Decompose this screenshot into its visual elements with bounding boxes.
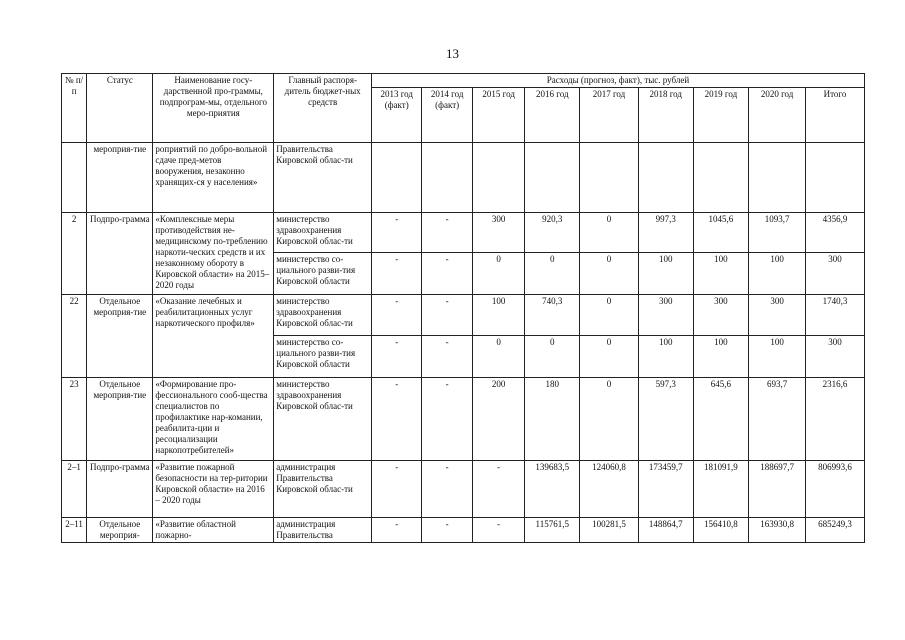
value-cell: 100 <box>693 253 749 295</box>
total-cell: 806993,6 <box>806 461 865 518</box>
value-cell <box>372 143 422 213</box>
value-cell: 997,3 <box>638 213 693 253</box>
value-cell: - <box>372 518 422 543</box>
header-year-2017: 2017 год <box>580 88 639 143</box>
value-cell: 0 <box>472 336 525 378</box>
row-no: 2–11 <box>62 518 87 543</box>
row-manager: министерство здравоохранения Кировской облас-ти <box>274 213 372 253</box>
value-cell: 163930,8 <box>749 518 806 543</box>
value-cell: 180 <box>525 378 580 461</box>
total-cell: 300 <box>806 336 865 378</box>
value-cell: 124060,8 <box>580 461 639 518</box>
value-cell: - <box>422 378 472 461</box>
value-cell: - <box>372 295 422 336</box>
row-status: Отдельное мероприя-тие <box>87 295 153 378</box>
row-status: Подпро-грамма <box>87 461 153 518</box>
row-name: «Развитие пожарной безопасности на тер-ритории Кировской области» на 2016 – 2020 годы <box>153 461 274 518</box>
row-name: «Развитие областной пожарно- <box>153 518 274 543</box>
header-no: № п/п <box>62 74 87 143</box>
value-cell: 0 <box>525 253 580 295</box>
row-manager: министерство здравоохранения Кировской облас-ти <box>274 378 372 461</box>
row-no: 23 <box>62 378 87 461</box>
value-cell: - <box>422 336 472 378</box>
row-manager: министерство здравоохранения Кировской облас-ти <box>274 295 372 336</box>
row-status: мероприя-тие <box>87 143 153 213</box>
header-name: Наименование госу-дарственной про-граммы, подпрограм-мы, отдельного меро-приятия <box>153 74 274 143</box>
row-no: 2–1 <box>62 461 87 518</box>
value-cell: 300 <box>693 295 749 336</box>
value-cell: 200 <box>472 378 525 461</box>
value-cell: - <box>472 518 525 543</box>
row-name: «Комплексные меры противодействия не-медицинскому по-треблению наркоти-ческих средств и их незаконному обороту в Кировской области» на 2015– 2020 годы <box>153 213 274 295</box>
row-no: 2 <box>62 213 87 295</box>
value-cell: - <box>372 213 422 253</box>
header-year-2019: 2019 год <box>693 88 749 143</box>
value-cell: 100 <box>749 253 806 295</box>
value-cell: 0 <box>580 253 639 295</box>
table-row <box>62 461 865 518</box>
row-no <box>62 143 87 213</box>
total-cell <box>806 143 865 213</box>
value-cell: 0 <box>580 295 639 336</box>
value-cell: 645,6 <box>693 378 749 461</box>
row-manager: Правительства Кировской облас-ти <box>274 143 372 213</box>
row-status: Отдельное мероприя- <box>87 518 153 543</box>
row-manager: министерство со-циального разви-тия Кировской области <box>274 336 372 378</box>
value-cell <box>472 143 525 213</box>
total-cell: 4356,9 <box>806 213 865 253</box>
table-row <box>62 378 865 461</box>
table-row <box>62 295 865 336</box>
value-cell: - <box>372 253 422 295</box>
value-cell: - <box>422 461 472 518</box>
row-manager: администрация Правительства <box>274 518 372 543</box>
value-cell: 693,7 <box>749 378 806 461</box>
value-cell: - <box>472 461 525 518</box>
value-cell: - <box>422 213 472 253</box>
value-cell: 1093,7 <box>749 213 806 253</box>
value-cell: 0 <box>580 213 639 253</box>
header-manager: Главный распоря-дитель бюджет-ных средств <box>274 74 372 143</box>
value-cell: 1045,6 <box>693 213 749 253</box>
value-cell: 300 <box>749 295 806 336</box>
value-cell: 156410,8 <box>693 518 749 543</box>
value-cell <box>749 143 806 213</box>
value-cell: - <box>372 378 422 461</box>
value-cell <box>580 143 639 213</box>
total-cell: 2316,6 <box>806 378 865 461</box>
value-cell: 0 <box>525 336 580 378</box>
row-name: «Оказание лечебных и реабилитационных услуг наркотического профиля» <box>153 295 274 378</box>
value-cell: 115761,5 <box>525 518 580 543</box>
value-cell: 100 <box>749 336 806 378</box>
value-cell <box>525 143 580 213</box>
value-cell: 0 <box>472 253 525 295</box>
value-cell: 740,3 <box>525 295 580 336</box>
table-row <box>62 143 865 213</box>
total-cell: 685249,3 <box>806 518 865 543</box>
value-cell: 173459,7 <box>638 461 693 518</box>
value-cell: 188697,7 <box>749 461 806 518</box>
value-cell: 100281,5 <box>580 518 639 543</box>
header-year-2018: 2018 год <box>638 88 693 143</box>
row-status: Подпро-грамма <box>87 213 153 295</box>
row-status: Отдельное мероприя-тие <box>87 378 153 461</box>
page-number: 13 <box>446 46 459 61</box>
value-cell <box>693 143 749 213</box>
value-cell: 300 <box>472 213 525 253</box>
row-name: роприятий по добро-вольной сдаче пред-метов вооружения, незаконно хранящих-ся у населения» <box>153 143 274 213</box>
value-cell: 0 <box>580 336 639 378</box>
header-total: Итого <box>806 88 865 143</box>
value-cell: - <box>422 253 472 295</box>
value-cell: 100 <box>472 295 525 336</box>
value-cell <box>422 143 472 213</box>
header-year-2014: 2014 год (факт) <box>422 88 472 143</box>
header-year-2015: 2015 год <box>472 88 525 143</box>
row-manager: администрация Правительства Кировской облас-ти <box>274 461 372 518</box>
row-no: 22 <box>62 295 87 378</box>
value-cell: 181091,9 <box>693 461 749 518</box>
value-cell: - <box>422 295 472 336</box>
table-row <box>62 518 865 543</box>
row-manager: министерство со-циального разви-тия Кировской области <box>274 253 372 295</box>
total-cell: 300 <box>806 253 865 295</box>
table-row <box>62 213 865 253</box>
value-cell: 920,3 <box>525 213 580 253</box>
header-year-2020: 2020 год <box>749 88 806 143</box>
header-year-2013: 2013 год (факт) <box>372 88 422 143</box>
header-row <box>62 74 865 88</box>
value-cell: 300 <box>638 295 693 336</box>
value-cell: 148864,7 <box>638 518 693 543</box>
value-cell: 597,3 <box>638 378 693 461</box>
value-cell: 139683,5 <box>525 461 580 518</box>
budget-table <box>61 73 865 543</box>
value-cell: 0 <box>580 378 639 461</box>
value-cell: - <box>422 518 472 543</box>
row-name: «Формирование про-фессионального сооб-щества специалистов по профилактике нар-комании, реабилита-ции и ресоциализации наркопотребителей» <box>153 378 274 461</box>
header-expenses: Расходы (прогноз, факт), тыс. рублей <box>372 74 865 88</box>
value-cell: - <box>372 461 422 518</box>
value-cell: 100 <box>638 336 693 378</box>
total-cell: 1740,3 <box>806 295 865 336</box>
value-cell: 100 <box>693 336 749 378</box>
value-cell: - <box>372 336 422 378</box>
header-status: Статус <box>87 74 153 143</box>
value-cell: 100 <box>638 253 693 295</box>
header-year-2016: 2016 год <box>525 88 580 143</box>
value-cell <box>638 143 693 213</box>
